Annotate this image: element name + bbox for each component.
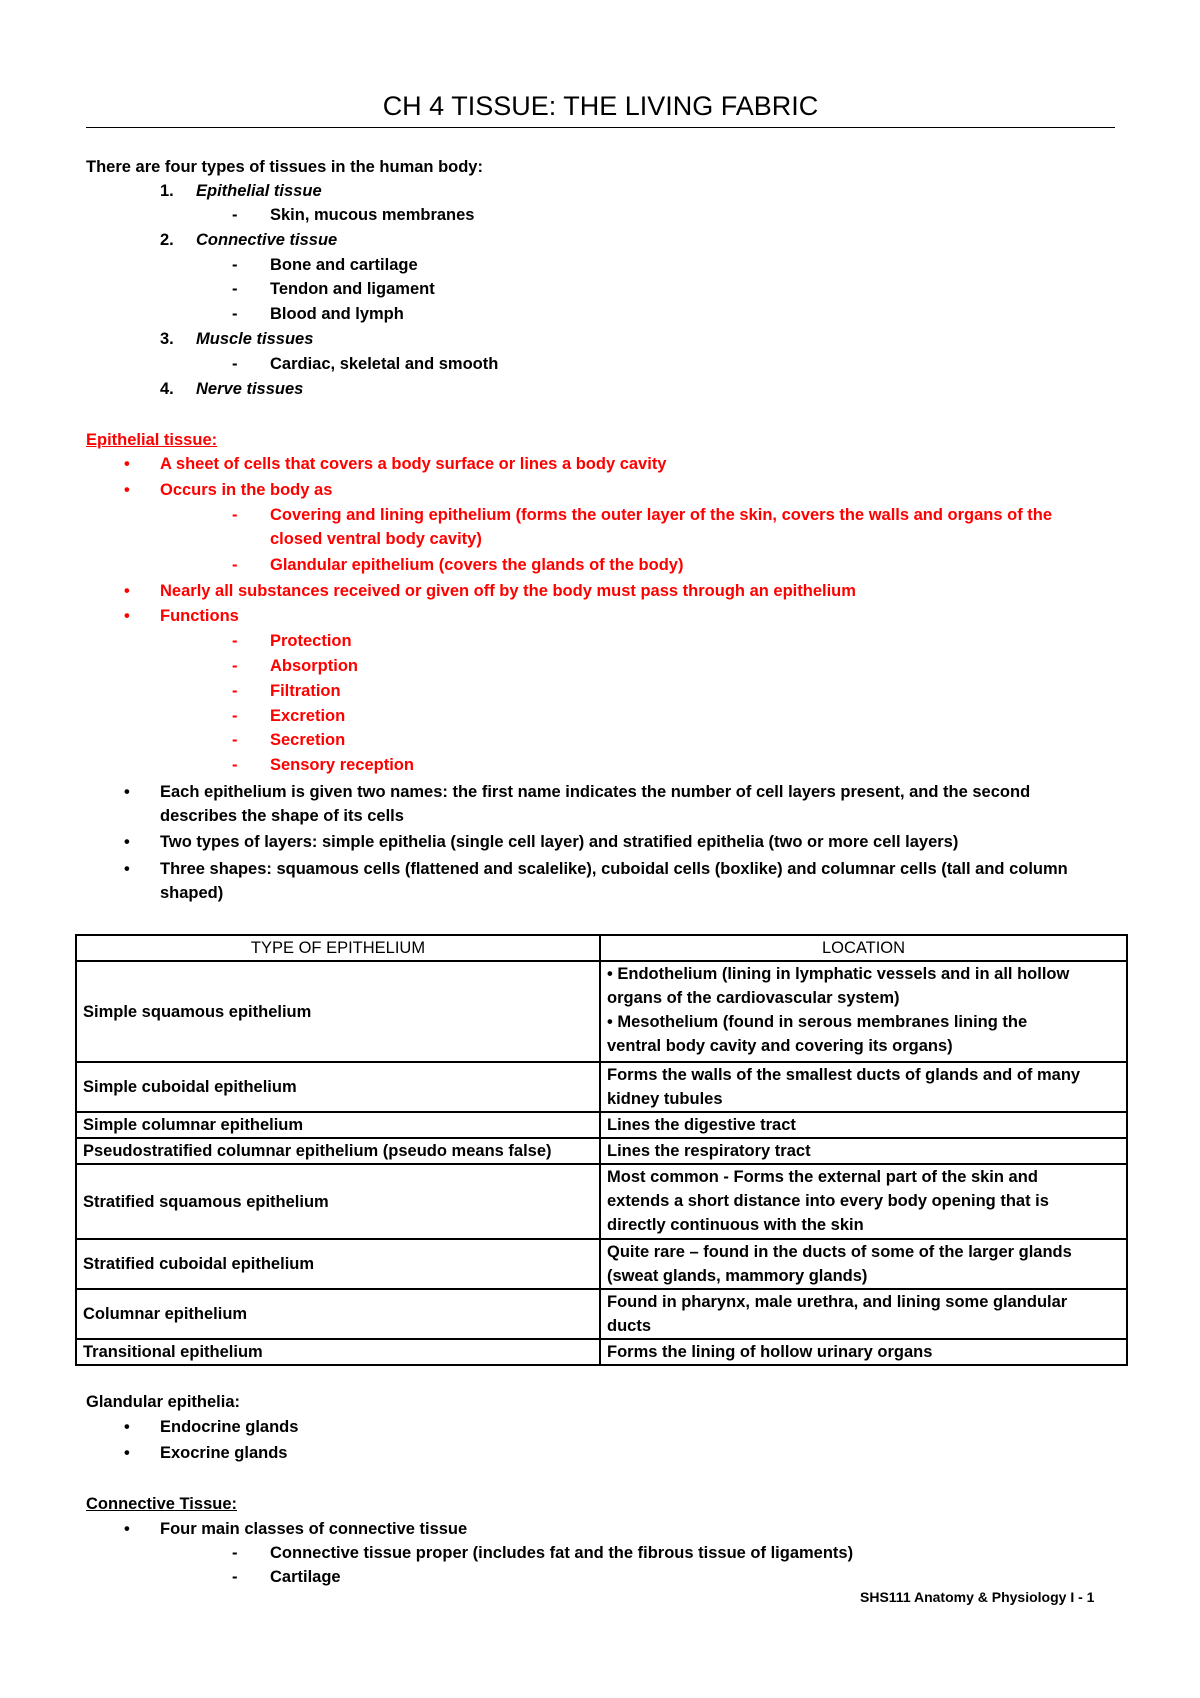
location-line: (sweat glands, mammory glands) — [607, 1267, 868, 1285]
dash-marker: - — [232, 1544, 238, 1562]
table-row — [76, 1062, 1127, 1112]
location-line: Lines the digestive tract — [607, 1116, 796, 1134]
tissue-example: Bone and cartilage — [270, 256, 418, 274]
dash-marker: - — [232, 556, 238, 574]
epithelium-location — [600, 1339, 1127, 1365]
function-item: Secretion — [270, 731, 346, 749]
connective-class: Cartilage — [270, 1568, 341, 1586]
bullet-marker: • — [124, 783, 130, 801]
epithelial-point: A sheet of cells that covers a body surface or lines a body cavity — [160, 455, 667, 473]
glandular-heading: Glandular epithelia: — [86, 1393, 241, 1411]
shapes-text: Three shapes: squamous cells (flattened and scalelike), cuboidal cells (boxlike) and columnar cells (tall and column — [160, 860, 1068, 878]
dash-marker: - — [232, 1568, 238, 1586]
tissue-type-name: Nerve tissues — [196, 380, 304, 398]
location-line: directly continuous with the skin — [607, 1216, 864, 1234]
location-line: Forms the walls of the smallest ducts of glands and of many — [607, 1066, 1081, 1084]
table-row — [76, 1339, 1127, 1365]
title-underline — [86, 127, 1115, 128]
column-header-type: TYPE OF EPITHELIUM — [76, 935, 600, 961]
bullet-marker: • — [124, 607, 130, 625]
occurs-item-continuation: closed ventral body cavity) — [270, 530, 482, 548]
gland-item: Exocrine glands — [160, 1444, 288, 1462]
function-item: Absorption — [270, 657, 358, 675]
occurs-item: Glandular epithelium (covers the glands of the body) — [270, 556, 684, 574]
dash-marker: - — [232, 682, 238, 700]
epithelial-heading: Epithelial tissue: — [86, 431, 218, 449]
epithelium-table — [75, 934, 1128, 1366]
bullet-marker: • — [124, 1444, 130, 1462]
list-number: 1. — [160, 182, 174, 200]
epithelium-location — [600, 1062, 1127, 1112]
tissue-example: Tendon and ligament — [270, 280, 435, 298]
epithelium-type: Stratified squamous epithelium — [76, 1164, 600, 1239]
bullet-marker: • — [124, 1418, 130, 1436]
table-row — [76, 1112, 1127, 1138]
bullet-marker: • — [124, 833, 130, 851]
occurs-item: Covering and lining epithelium (forms the outer layer of the skin, covers the walls and organs of the — [270, 506, 1053, 524]
bullet-marker: • — [124, 860, 130, 878]
dash-marker: - — [232, 506, 238, 524]
dash-marker: - — [232, 731, 238, 749]
epithelium-type: Pseudostratified columnar epithelium (pseudo means false) — [76, 1138, 600, 1164]
layers-text: Two types of layers: simple epithelia (single cell layer) and stratified epithelia (two or more cell layers) — [160, 833, 959, 851]
tissue-example: Cardiac, skeletal and smooth — [270, 355, 499, 373]
connective-heading: Connective Tissue: — [86, 1495, 237, 1513]
epithelium-type: Stratified cuboidal epithelium — [76, 1239, 600, 1289]
table-row — [76, 1164, 1127, 1239]
connective-class: Connective tissue proper (includes fat and the fibrous tissue of ligaments) — [270, 1544, 854, 1562]
table-row — [76, 1138, 1127, 1164]
table-row — [76, 961, 1127, 1062]
dash-marker: - — [232, 657, 238, 675]
shapes-text-continuation: shaped) — [160, 884, 224, 902]
connective-point: Four main classes of connective tissue — [160, 1520, 468, 1538]
location-line: kidney tubules — [607, 1090, 723, 1108]
tissue-type-name: Muscle tissues — [196, 330, 314, 348]
dash-marker: - — [232, 305, 238, 323]
naming-text-continuation: describes the shape of its cells — [160, 807, 404, 825]
epithelial-point: Functions — [160, 607, 239, 625]
location-line: • Endothelium (lining in lymphatic vessels and in all hollow — [607, 965, 1070, 983]
bullet-marker: • — [124, 582, 130, 600]
tissue-type-name: Epithelial tissue — [196, 182, 322, 200]
function-item: Filtration — [270, 682, 341, 700]
bullet-marker: • — [124, 455, 130, 473]
location-line: extends a short distance into every body opening that is — [607, 1192, 1049, 1210]
location-line: Lines the respiratory tract — [607, 1142, 811, 1160]
table-header-row — [76, 935, 1127, 961]
dash-marker: - — [232, 256, 238, 274]
epithelium-type: Columnar epithelium — [76, 1289, 600, 1339]
location-line: Quite rare – found in the ducts of some of the larger glands — [607, 1243, 1072, 1261]
dash-marker: - — [232, 206, 238, 224]
bullet-marker: • — [124, 1520, 130, 1538]
tissue-type-name: Connective tissue — [196, 231, 338, 249]
epithelium-type: Simple cuboidal epithelium — [76, 1062, 600, 1112]
epithelial-point: Nearly all substances received or given off by the body must pass through an epithelium — [160, 582, 856, 600]
page-footer: SHS111 Anatomy & Physiology I - 1 — [860, 1589, 1095, 1605]
function-item: Sensory reception — [270, 756, 414, 774]
list-number: 3. — [160, 330, 174, 348]
gland-item: Endocrine glands — [160, 1418, 299, 1436]
epithelium-type: Simple squamous epithelium — [76, 961, 600, 1062]
epithelium-location — [600, 1138, 1127, 1164]
column-header-location: LOCATION — [600, 935, 1127, 961]
location-line: ducts — [607, 1317, 652, 1335]
epithelium-location — [600, 1112, 1127, 1138]
dash-marker: - — [232, 756, 238, 774]
naming-text: Each epithelium is given two names: the first name indicates the number of cell layers present, and the second — [160, 783, 1031, 801]
tissue-example: Skin, mucous membranes — [270, 206, 475, 224]
table-row — [76, 1239, 1127, 1289]
table-row — [76, 1289, 1127, 1339]
epithelium-location — [600, 1164, 1127, 1239]
dash-marker: - — [232, 632, 238, 650]
list-number: 2. — [160, 231, 174, 249]
dash-marker: - — [232, 707, 238, 725]
tissue-example: Blood and lymph — [270, 305, 404, 323]
list-number: 4. — [160, 380, 174, 398]
epithelium-location — [600, 1289, 1127, 1339]
epithelium-location — [600, 961, 1127, 1062]
epithelium-location — [600, 1239, 1127, 1289]
page-title: CH 4 TISSUE: THE LIVING FABRIC — [382, 91, 819, 121]
location-line: ventral body cavity and covering its organs) — [607, 1037, 953, 1055]
bullet-marker: • — [124, 481, 130, 499]
location-line: Most common - Forms the external part of the skin and — [607, 1168, 1038, 1186]
function-item: Excretion — [270, 707, 346, 725]
location-line: • Mesothelium (found in serous membranes lining the — [607, 1013, 1028, 1031]
location-line: Forms the lining of hollow urinary organs — [607, 1343, 933, 1361]
dash-marker: - — [232, 355, 238, 373]
dash-marker: - — [232, 280, 238, 298]
epithelium-type: Transitional epithelium — [76, 1339, 600, 1365]
function-item: Protection — [270, 632, 352, 650]
epithelium-type: Simple columnar epithelium — [76, 1112, 600, 1138]
location-line: Found in pharynx, male urethra, and lining some glandular — [607, 1293, 1068, 1311]
location-line: organs of the cardiovascular system) — [607, 989, 900, 1007]
epithelial-point: Occurs in the body as — [160, 481, 333, 499]
intro-text: There are four types of tissues in the human body: — [86, 158, 483, 176]
